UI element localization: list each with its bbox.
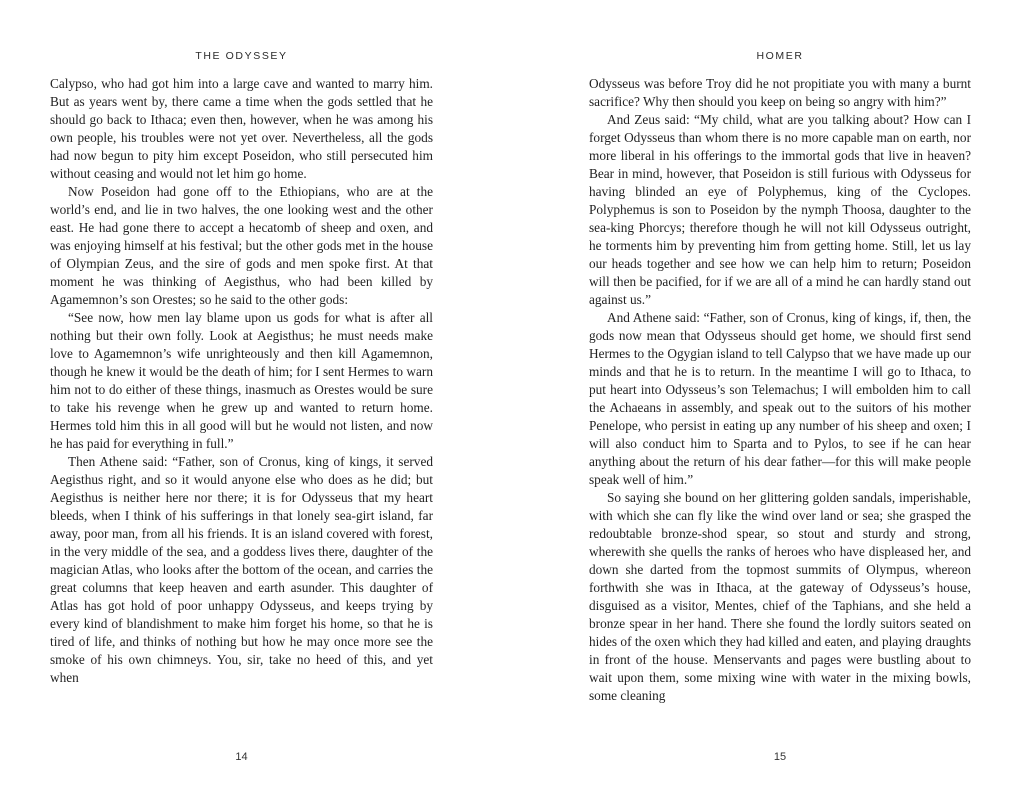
- right-page: [589, 0, 971, 791]
- right-page-text: [589, 75, 971, 705]
- paragraph: So saying she bound on her glittering golden sandals, imperishable, with which she can fly like the wind over land or sea; she grasped the redoubtable bronze-shod spear, so stout and sturdy and strong, wherewith she quells the ranks of heroes who have displeased her, and down she darted from the topmost summits of Olympus, whereon forthwith she was in Ithaca, at the gateway of Odysseus’s house, disguised as a visitor, Mentes, chief of the Taphians, and she held a bronze spear in her hand. There she found the lordly suitors seated on hides of the oxen which they had killed and eaten, and playing draughts in front of the house. Menservants and pages were bustling about to wait upon them, some mixing wine with water in the mixing bowls, some cleaning: [589, 490, 971, 703]
- paragraph: And Athene said: “Father, son of Cronus, king of kings, if, then, the gods now mean that Odysseus should get home, we should first send Hermes to the Ogygian island to tell Calypso that we have made up our minds and that he is to return. In the meantime I will go to Ithaca, to put heart into Odysseus’s son Telemachus; I will embolden him to call the Achaeans in assembly, and speak out to the suitors of his mother Penelope, who persist in eating up any number of his sheep and oxen; I will also conduct him to Sparta and to Pylos, to see if he can hear anything about the return of his dear father—for this will make people speak well of him.”: [589, 310, 971, 487]
- left-page-text: [50, 75, 433, 687]
- running-head-left: THE ODYSSEY: [195, 50, 288, 62]
- page-number-left: 14: [235, 751, 248, 763]
- paragraph: And Zeus said: “My child, what are you talking about? How can I forget Odysseus than whom there is no more capable man on earth, nor more liberal in his offerings to the immortal gods that live in heaven? Bear in mind, however, that Poseidon is still furious with Odysseus for having blinded an eye of Polyphemus, king of the Cyclopes. Polyphemus is son to Poseidon by the nymph Thoosa, daughter to the sea-king Phorcys; therefore though he will not kill Odysseus outright, he torments him by preventing him from getting home. Still, let us lay our heads together and see how we can help him to return; Poseidon will then be pacified, for if we are all of a mind he can hardly stand out against us.”: [589, 112, 971, 307]
- paragraph: Odysseus was before Troy did he not propitiate you with many a burnt sacrifice? Why then should you keep on being so angry with him?”: [589, 76, 971, 109]
- paragraph: “See now, how men lay blame upon us gods for what is after all nothing but their own folly. Look at Aegisthus; he must needs make love to Agamemnon’s wife unrighteously and then kill Agamemnon, though he knew it would be the death of him; for I sent Hermes to warn him not to do either of these things, inasmuch as Orestes would be sure to take his revenge when he grew up and wanted to return home. Hermes told him this in all good will but he would not listen, and now he has paid for everything in full.”: [50, 310, 433, 451]
- paragraph: Now Poseidon had gone off to the Ethiopians, who are at the world’s end, and lie in two halves, the one looking west and the other east. He had gone there to accept a hecatomb of sheep and oxen, and was enjoying himself at his festival; but the other gods met in the house of Olympian Zeus, and the sire of gods and men spoke first. At that moment he was thinking of Aegisthus, who had been killed by Agamemnon’s son Orestes; so he said to the other gods:: [50, 184, 433, 307]
- page-number-right: 15: [773, 751, 787, 763]
- paragraph: Then Athene said: “Father, son of Cronus, king of kings, it served Aegisthus right, and so it would anyone else who does as he did; but Aegisthus is neither here nor there; it is for Odysseus that my heart bleeds, when I think of his sufferings in that lonely sea-girt island, far away, poor man, from all his friends. It is an island covered with forest, in the very middle of the sea, and a goddess lives there, daughter of the magician Atlas, who looks after the bottom of the ocean, and carries the great columns that keep heaven and earth asunder. This daughter of Atlas has got hold of poor unhappy Odysseus, and keeps trying by every kind of blandishment to make him forget his home, so that he is tired of life, and thinks of nothing but how he may once more see the smoke of his own chimneys. You, sir, take no heed of this, and yet when: [50, 454, 433, 685]
- running-head-right: HOMER: [756, 50, 804, 62]
- paragraph: Calypso, who had got him into a large cave and wanted to marry him. But as years went by, there came a time when the gods settled that he should go back to Ithaca; even then, however, when he was among his own people, his troubles were not yet over. Nevertheless, all the gods had now begun to pity him except Poseidon, who still persecuted him without ceasing and would not let him go home.: [50, 76, 433, 181]
- left-page: [50, 0, 433, 791]
